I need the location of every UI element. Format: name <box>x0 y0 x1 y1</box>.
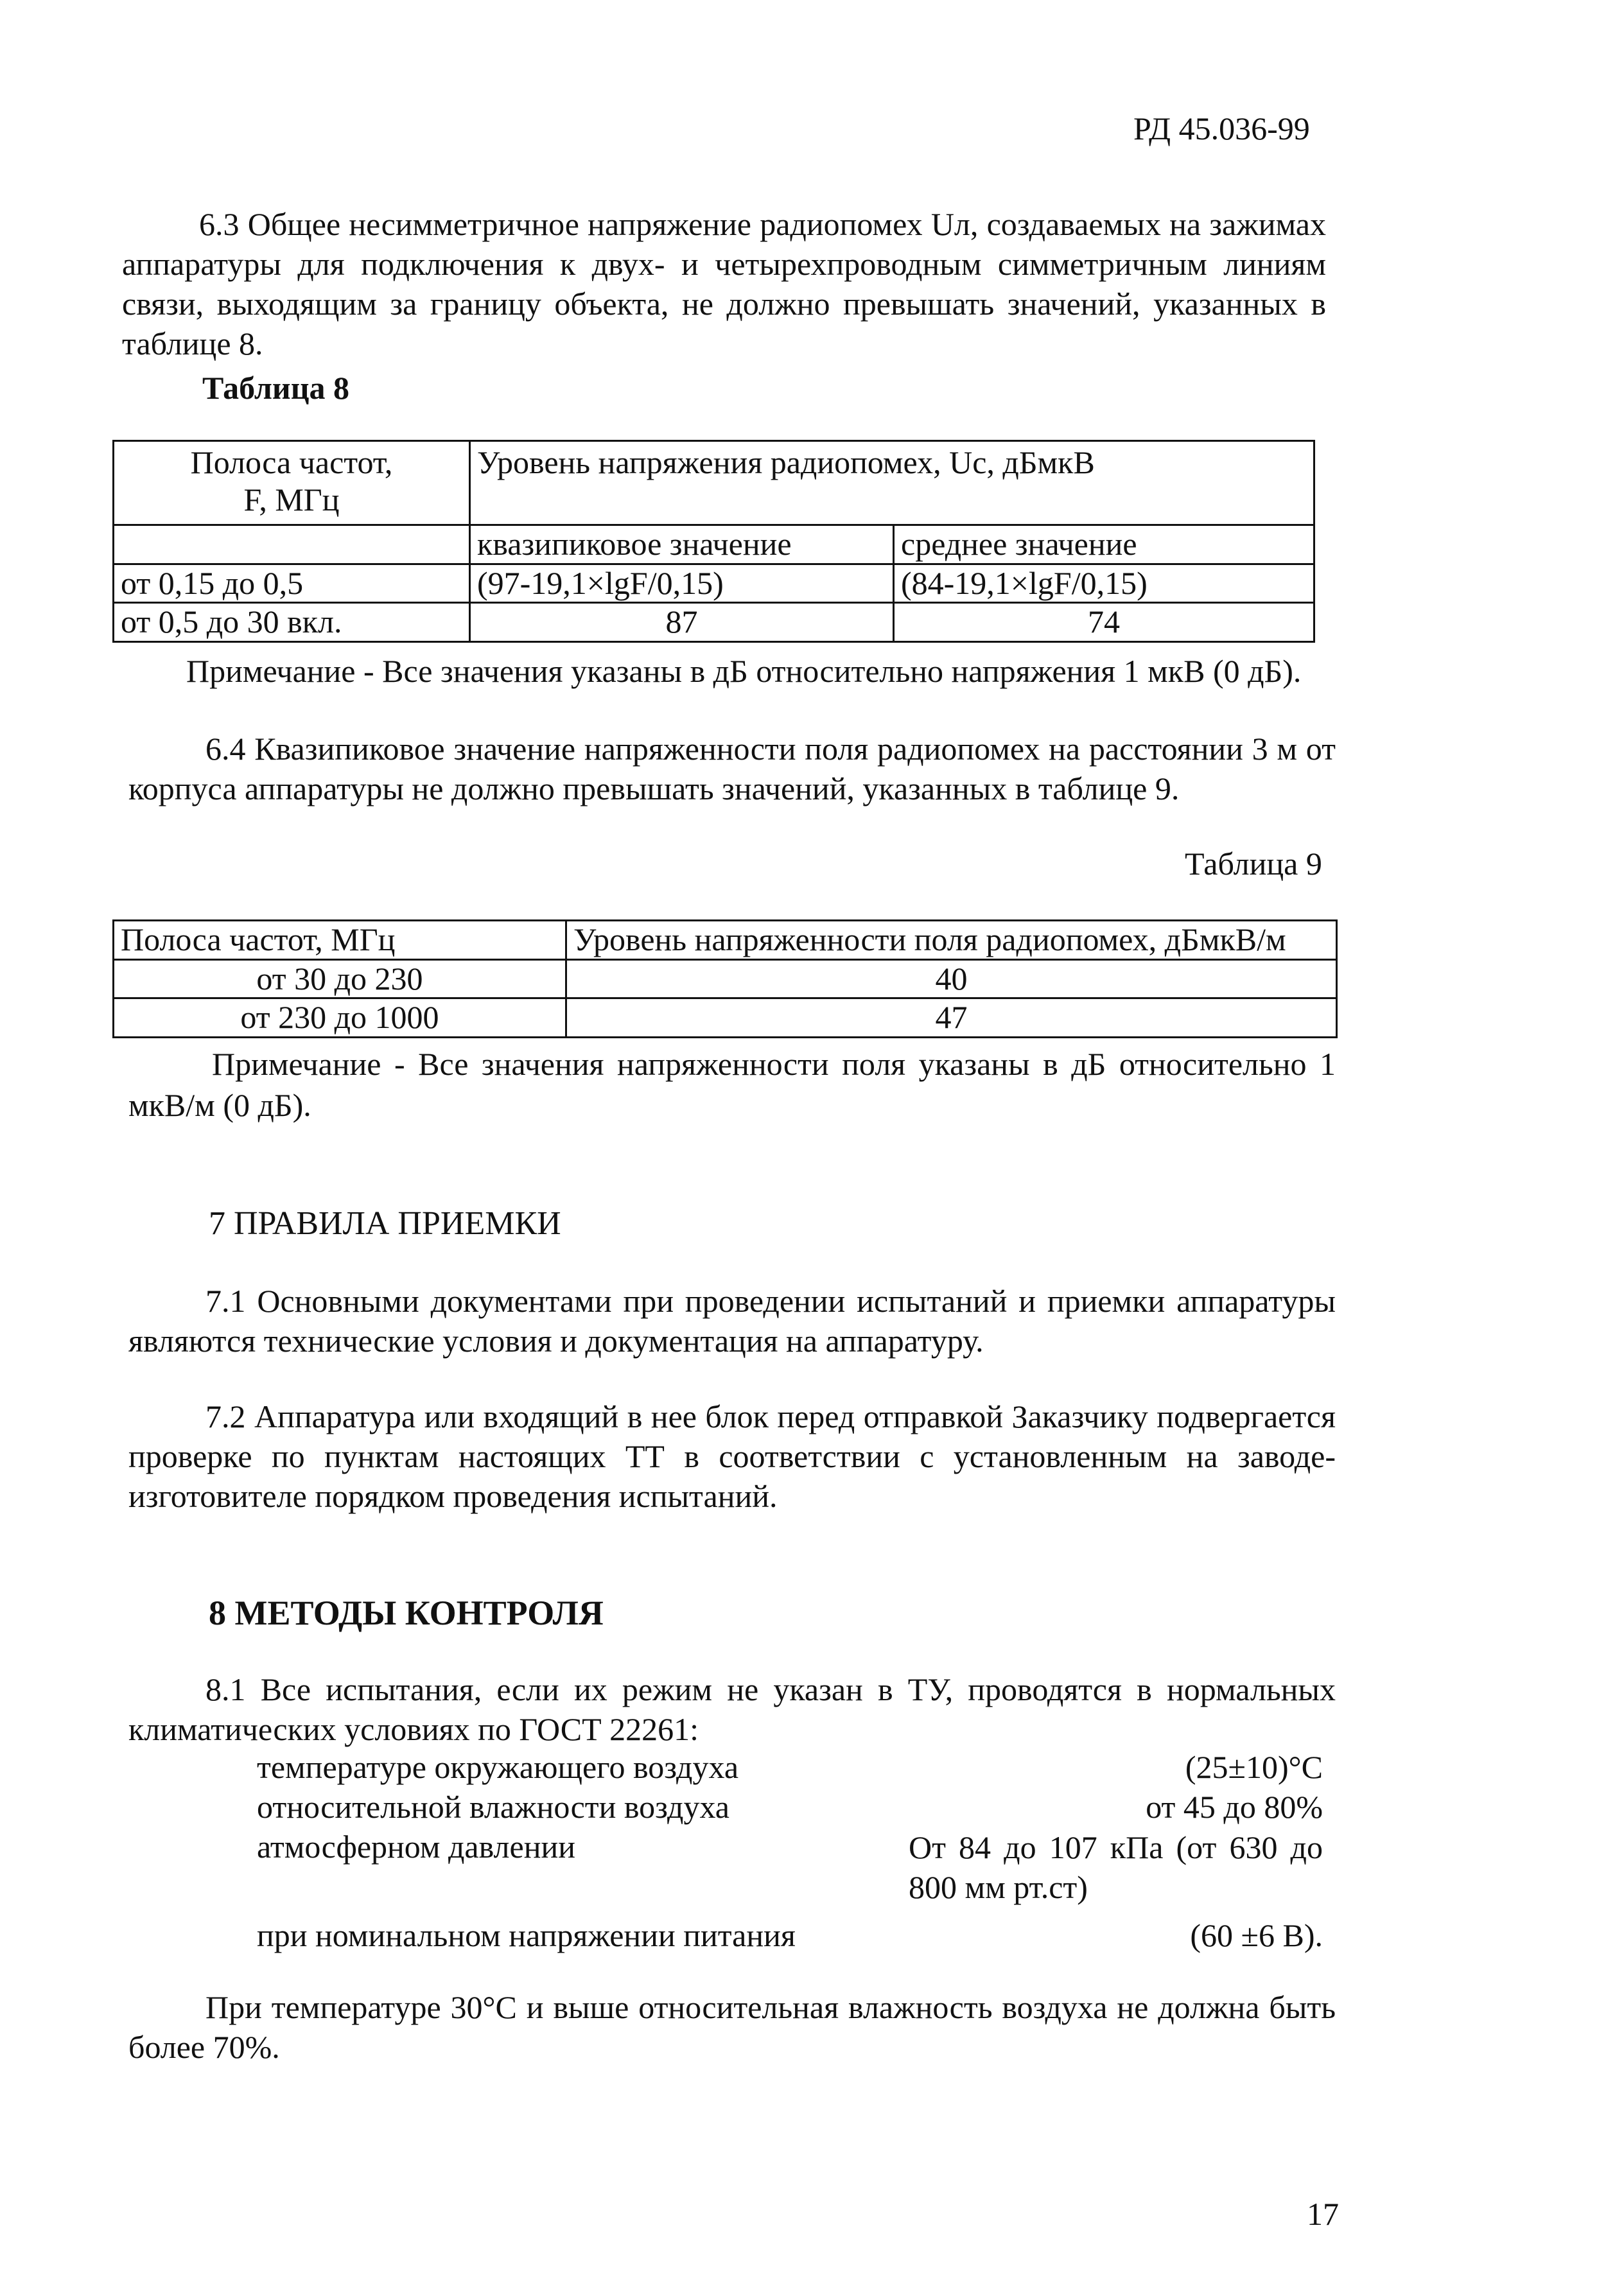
table9-col2-header: Уровень напряженности поля радиопомех, дБмкВ/м <box>566 921 1337 960</box>
conditions-list <box>0 1748 1323 1953</box>
table9-level: 40 <box>566 959 1337 998</box>
table8-sub-quasi: квазипиковое значение <box>470 525 894 564</box>
table9-band: от 230 до 1000 <box>114 998 566 1038</box>
table-row <box>114 564 1314 603</box>
table-row <box>114 998 1337 1038</box>
condition-value: (60 ±6 В). <box>1190 1917 1323 1953</box>
condition-label: при номинальном напряжении питания <box>257 1917 796 1953</box>
table9-note: Примечание - Все значения напряженности поля указаны в дБ относительно 1 мкВ/м (0 дБ). <box>128 1046 1336 1123</box>
condition-label: температуре окружающего воздуха <box>257 1749 739 1785</box>
paragraph-7-2: 7.2 Аппаратура или входящий в нее блок перед отправкой Заказчику подвергается проверке по пунктам настоящих ТТ в соответствии с установленным на заводе-изготовителе порядком проведения испытаний. <box>128 1398 1336 1514</box>
table9-col1-header: Полоса частот, МГц <box>114 921 566 960</box>
table8-note: Примечание - Все значения указаны в дБ относительно напряжения 1 мкВ (0 дБ). <box>186 653 1302 689</box>
condition-value: От 84 до 107 кПа (от 630 до 800 мм рт.ст) <box>909 1829 1323 1905</box>
table8-band: от 0,5 до 30 вкл. <box>114 603 470 642</box>
table-row <box>114 959 1337 998</box>
table8-avg: (84-19,1×lgF/0,15) <box>894 564 1314 603</box>
table9-caption: Таблица 9 <box>1185 846 1322 882</box>
table8-caption: Таблица 8 <box>202 370 350 406</box>
table8-avg: 74 <box>894 603 1314 642</box>
section8-title: 8 МЕТОДЫ КОНТРОЛЯ <box>209 1594 604 1632</box>
table8-band: от 0,15 до 0,5 <box>114 564 470 603</box>
table8-sub-avg: среднее значение <box>894 525 1314 564</box>
table9-level: 47 <box>566 998 1337 1038</box>
table-row <box>114 603 1314 642</box>
table9-band: от 30 до 230 <box>114 959 566 998</box>
table8-quasi: (97-19,1×lgF/0,15) <box>470 564 894 603</box>
table8-empty-cell <box>114 525 470 564</box>
paragraph-8-2: При температуре 30°С и выше относительная влажность воздуха не должна быть более 70%. <box>128 1989 1336 2065</box>
paragraph-6-4: 6.4 Квазипиковое значение напряженности поля радиопомех на расстоянии 3 м от корпуса аппаратуры не должно превышать значений, указанных в таблице 9. <box>128 731 1336 806</box>
table8-col2-header: Уровень напряжения радиопомех, Uc, дБмкВ <box>470 441 1314 525</box>
section7-title: 7 ПРАВИЛА ПРИЕМКИ <box>209 1205 561 1242</box>
table8-quasi: 87 <box>470 603 894 642</box>
table8 <box>112 440 1315 643</box>
condition-value: (25±10)°С <box>1185 1749 1323 1785</box>
condition-value: от 45 до 80% <box>1146 1789 1323 1825</box>
condition-label: атмосферном давлении <box>257 1829 575 1865</box>
paragraph-7-1: 7.1 Основными документами при проведении испытаний и приемки аппаратуры являются технические условия и документация на аппаратуру. <box>128 1283 1336 1359</box>
table8-col1-header: Полоса частот, F, МГц <box>114 441 470 525</box>
condition-label: относительной влажности воздуха <box>257 1789 729 1825</box>
page-number: 17 <box>1307 2196 1339 2232</box>
doc-code: РД 45.036-99 <box>1133 110 1310 146</box>
table9 <box>112 919 1338 1038</box>
paragraph-8-1: 8.1 Все испытания, если их режим не указан в ТУ, проводятся в нормальных климатических условиях по ГОСТ 22261: <box>128 1671 1336 1747</box>
paragraph-6-3: 6.3 Общее несимметричное напряжение радиопомех Uл, создаваемых на зажимах аппаратуры для подключения к двух- и четырехпроводным симметричным линиям связи, выходящим за границу объекта, не должно превышать значений, указанных в таблице 8. <box>122 206 1326 361</box>
